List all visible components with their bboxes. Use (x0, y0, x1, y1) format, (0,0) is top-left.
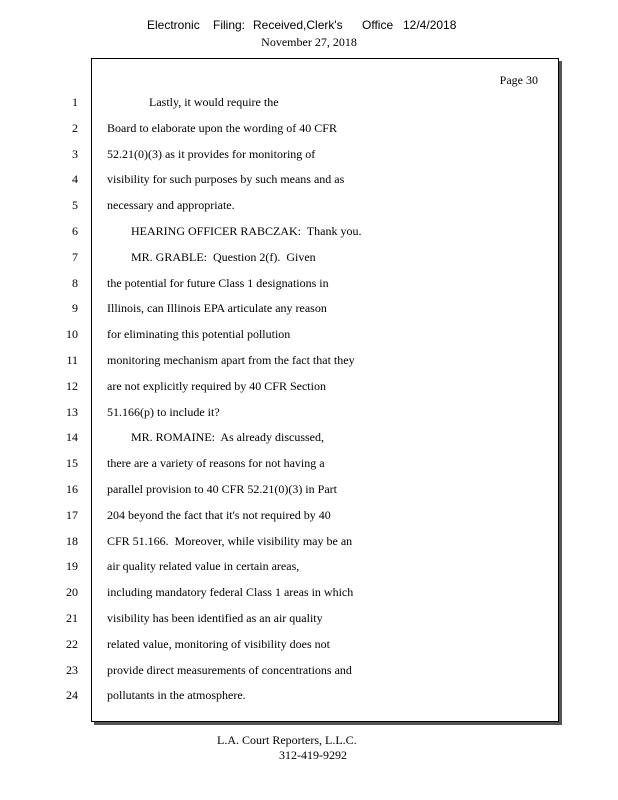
line-text: related value, monitoring of visibility does not (107, 637, 330, 651)
line-text: 51.166(p) to include it? (107, 405, 220, 419)
header-filing: Filing: (213, 18, 246, 32)
line-text: 204 beyond the fact that it's not required by 40 (107, 508, 331, 522)
line-text: Lastly, it would require the (107, 95, 279, 109)
line-number: 19 (66, 559, 78, 573)
line-number: 12 (66, 379, 78, 393)
line-number: 16 (66, 482, 78, 496)
line-number: 21 (66, 611, 78, 625)
header-date: 12/4/2018 (403, 18, 457, 32)
line-number: 10 (66, 327, 78, 341)
line-number: 4 (72, 172, 78, 186)
line-number: 11 (66, 353, 78, 367)
line-text: monitoring mechanism apart from the fact that they (107, 353, 355, 367)
line-text: parallel provision to 40 CFR 52.21(0)(3) in Part (107, 482, 337, 496)
page-number: Page 30 (499, 73, 538, 87)
line-text: provide direct measurements of concentrations and (107, 663, 352, 677)
line-number: 13 (66, 405, 78, 419)
line-number: 15 (66, 456, 78, 470)
line-text: 52.21(0)(3) as it provides for monitoring of (107, 147, 316, 161)
filed-date: November 27, 2018 (261, 35, 357, 49)
line-text: HEARING OFFICER RABCZAK: Thank you. (107, 224, 362, 238)
line-number: 3 (72, 147, 78, 161)
line-number: 22 (66, 637, 78, 651)
line-number: 6 (72, 224, 78, 238)
line-text: visibility has been identified as an air quality (107, 611, 323, 625)
line-text: CFR 51.166. Moreover, while visibility may be an (107, 534, 353, 548)
header-received: Received,Clerk's (253, 18, 343, 32)
line-text: Illinois, can Illinois EPA articulate any reason (107, 301, 327, 315)
line-text: for eliminating this potential pollution (107, 327, 291, 341)
line-number: 23 (66, 663, 78, 677)
line-number: 9 (72, 301, 78, 315)
line-text: necessary and appropriate. (107, 198, 235, 212)
line-text: are not explicitly required by 40 CFR Section (107, 379, 326, 393)
line-number: 5 (72, 198, 78, 212)
line-text: pollutants in the atmosphere. (107, 688, 246, 702)
line-text: there are a variety of reasons for not having a (107, 456, 325, 470)
line-number: 8 (72, 276, 78, 290)
line-text: Board to elaborate upon the wording of 40 CFR (107, 121, 337, 135)
footer-company: L.A. Court Reporters, L.L.C. (217, 733, 357, 747)
footer-phone: 312-419-9292 (279, 748, 347, 762)
header-office: Office (362, 18, 394, 32)
line-number: 2 (72, 121, 78, 135)
line-text: MR. ROMAINE: As already discussed, (107, 430, 324, 444)
line-text: the potential for future Class 1 designations in (107, 276, 329, 290)
line-number: 14 (66, 430, 78, 444)
line-number: 17 (66, 508, 78, 522)
line-number: 7 (72, 250, 78, 264)
line-number: 20 (66, 585, 78, 599)
line-text: visibility for such purposes by such means and as (107, 172, 345, 186)
header-electronic: Electronic (147, 18, 200, 32)
line-text: MR. GRABLE: Question 2(f). Given (107, 250, 316, 264)
line-text: air quality related value in certain areas, (107, 559, 300, 573)
line-number: 1 (72, 95, 78, 109)
line-number: 24 (66, 688, 78, 702)
line-number: 18 (66, 534, 78, 548)
line-text: including mandatory federal Class 1 areas in which (107, 585, 354, 599)
